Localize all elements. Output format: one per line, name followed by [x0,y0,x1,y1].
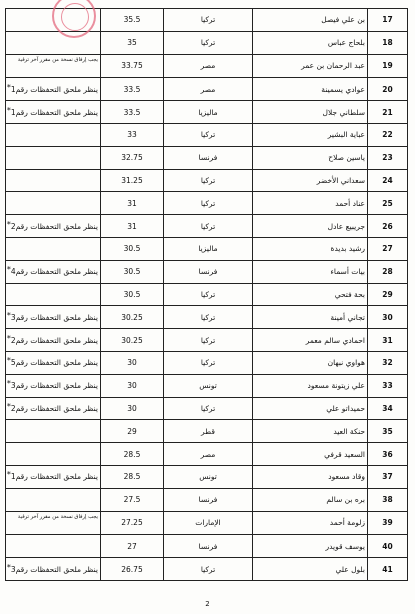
note-text: ينظر ملحق التحفظات رقم2 [10,403,98,413]
candidate-name: عناد أحمد [253,192,368,215]
note [6,78,101,101]
row-number: 24 [368,169,408,192]
score: 31 [101,215,164,238]
table-row [6,78,408,101]
country: فرنسا [164,488,253,511]
score: 28.5 [101,443,164,466]
row-number: 39 [368,511,408,535]
table-row [6,54,408,78]
country: ماليزيا [164,237,253,260]
candidate-name: بيات أسماء [253,260,368,283]
row-number: 30 [368,306,408,329]
note-text: يجب إرفاق نسخة من مقرر آخر ترقية [17,513,98,520]
candidate-name: عباية البشير [253,123,368,146]
asterisk-mark: * [6,379,11,389]
asterisk-mark: * [6,356,11,366]
table-row [6,123,408,146]
note-text: ينظر ملحق التحفظات رقم3 [10,381,98,391]
row-number: 35 [368,420,408,443]
asterisk-mark: * [6,310,11,320]
country: مصر [164,443,253,466]
table-row [6,351,408,374]
row-number: 31 [368,329,408,352]
row-number: 21 [368,101,408,124]
country: تركيا [164,31,253,54]
candidate-name: حميداتو علي [253,397,368,420]
note [6,351,101,374]
note-text: ينظر ملحق التحفظات رقم3 [10,312,98,322]
score: 31.25 [101,169,164,192]
row-number: 29 [368,283,408,306]
note [6,443,101,466]
candidate-name: حنكة العيد [253,420,368,443]
note [6,169,101,192]
country: تركيا [164,283,253,306]
note [6,260,101,283]
country: ماليزيا [164,101,253,124]
row-number: 41 [368,558,408,581]
score: 27.5 [101,488,164,511]
row-number: 25 [368,192,408,215]
results-table [5,8,408,581]
score: 33.5 [101,101,164,124]
note [6,31,101,54]
row-number: 23 [368,146,408,169]
candidate-name: عبد الرحمان بن عمر [253,54,368,78]
country: فرنسا [164,535,253,558]
table-row [6,283,408,306]
score: 30.25 [101,329,164,352]
note-text: ينظر ملحق التحفظات رقم1 [10,84,98,94]
table-row [6,443,408,466]
candidate-name: تجاني أمينة [253,306,368,329]
country: تركيا [164,397,253,420]
candidate-name: رشيد بديدة [253,237,368,260]
country: مصر [164,78,253,101]
note [6,146,101,169]
score: 30.5 [101,260,164,283]
candidate-name: بلحاج عباس [253,31,368,54]
table-row [6,397,408,420]
table-row [6,237,408,260]
note [6,192,101,215]
note [6,123,101,146]
row-number: 40 [368,535,408,558]
score: 30.25 [101,306,164,329]
candidate-name: زلومة أحمد [253,511,368,535]
asterisk-mark: * [6,401,11,411]
asterisk-mark: * [6,219,11,229]
country: تونس [164,465,253,488]
note-text: يجب إرفاق نسخة من مقرر آخر ترقية [17,56,98,63]
score: 33.75 [101,54,164,78]
candidate-name: علي زيتونة مسعود [253,374,368,397]
note [6,420,101,443]
table-row [6,535,408,558]
country: تركيا [164,169,253,192]
score: 29 [101,420,164,443]
score: 26.75 [101,558,164,581]
candidate-name: جريبيع عادل [253,215,368,238]
candidate-name: عوادي يسمينة [253,78,368,101]
score: 30.5 [101,283,164,306]
candidate-name: السعيد قرفي [253,443,368,466]
score: 33.5 [101,78,164,101]
row-number: 36 [368,443,408,466]
table-row [6,558,408,581]
candidate-name: يوسف قويدر [253,535,368,558]
country: فرنسا [164,146,253,169]
row-number: 22 [368,123,408,146]
note-text: ينظر ملحق التحفظات رقم3 [10,564,98,574]
note-text: ينظر ملحق التحفظات رقم2 [10,335,98,345]
score: 30 [101,397,164,420]
table-row [6,146,408,169]
score: 33 [101,123,164,146]
score: 32.75 [101,146,164,169]
score: 30.5 [101,237,164,260]
country: تركيا [164,329,253,352]
score: 31 [101,192,164,215]
row-number: 27 [368,237,408,260]
note [6,535,101,558]
row-number: 28 [368,260,408,283]
row-number: 33 [368,374,408,397]
table-row [6,215,408,238]
candidate-name: هواوي نبهان [253,351,368,374]
row-number: 37 [368,465,408,488]
asterisk-mark: * [6,82,11,92]
table-row [6,260,408,283]
candidate-name: وقاد مسعود [253,465,368,488]
row-number: 38 [368,488,408,511]
asterisk-mark: * [6,562,11,572]
score: 35 [101,31,164,54]
note [6,329,101,352]
table-row [6,101,408,124]
note-text: ينظر ملحق التحفظات رقم1 [10,472,98,482]
country: تركيا [164,192,253,215]
country: تركيا [164,558,253,581]
note-text: ينظر ملحق التحفظات رقم5 [10,358,98,368]
note [6,374,101,397]
note [6,101,101,124]
row-number: 19 [368,54,408,78]
row-number: 26 [368,215,408,238]
score: 35.5 [101,9,164,32]
country: تركيا [164,215,253,238]
table-row [6,306,408,329]
score: 30 [101,374,164,397]
country: فرنسا [164,260,253,283]
row-number: 18 [368,31,408,54]
note-text: ينظر ملحق التحفظات رقم2 [10,221,98,231]
country: الإمارات [164,511,253,535]
table-row [6,192,408,215]
score: 27 [101,535,164,558]
country: مصر [164,54,253,78]
asterisk-mark: * [6,265,11,275]
country: تونس [164,374,253,397]
candidate-name: بحة فتحي [253,283,368,306]
note [6,558,101,581]
candidate-name: بلول علي [253,558,368,581]
country: تركيا [164,123,253,146]
candidate-name: ياسين صلاح [253,146,368,169]
table-row [6,329,408,352]
score: 27.25 [101,511,164,535]
candidate-name: سلطاني جلال [253,101,368,124]
note [6,397,101,420]
row-number: 34 [368,397,408,420]
note [6,283,101,306]
note [6,511,101,535]
country: تركيا [164,351,253,374]
note-text: ينظر ملحق التحفظات رقم4 [10,267,98,277]
score: 28.5 [101,465,164,488]
note [6,465,101,488]
note [6,488,101,511]
note [6,54,101,78]
page-number: 2 [205,600,210,608]
table-row [6,511,408,535]
candidate-name: بن علي فيصل [253,9,368,32]
row-number: 20 [368,78,408,101]
asterisk-mark: * [6,470,11,480]
table-row [6,465,408,488]
row-number: 17 [368,9,408,32]
note [6,306,101,329]
candidate-name: بره بن سالم [253,488,368,511]
asterisk-mark: * [6,333,11,343]
country: تركيا [164,306,253,329]
results-table-body [6,9,408,581]
note [6,215,101,238]
country: تركيا [164,9,253,32]
country: قطر [164,420,253,443]
score: 30 [101,351,164,374]
candidate-name: سعداني الأخضر [253,169,368,192]
note-text: ينظر ملحق التحفظات رقم1 [10,107,98,117]
table-row [6,169,408,192]
note [6,237,101,260]
table-row [6,488,408,511]
table-row [6,420,408,443]
row-number: 32 [368,351,408,374]
candidate-name: احمادي سالم معمر [253,329,368,352]
asterisk-mark: * [6,105,11,115]
table-row [6,374,408,397]
